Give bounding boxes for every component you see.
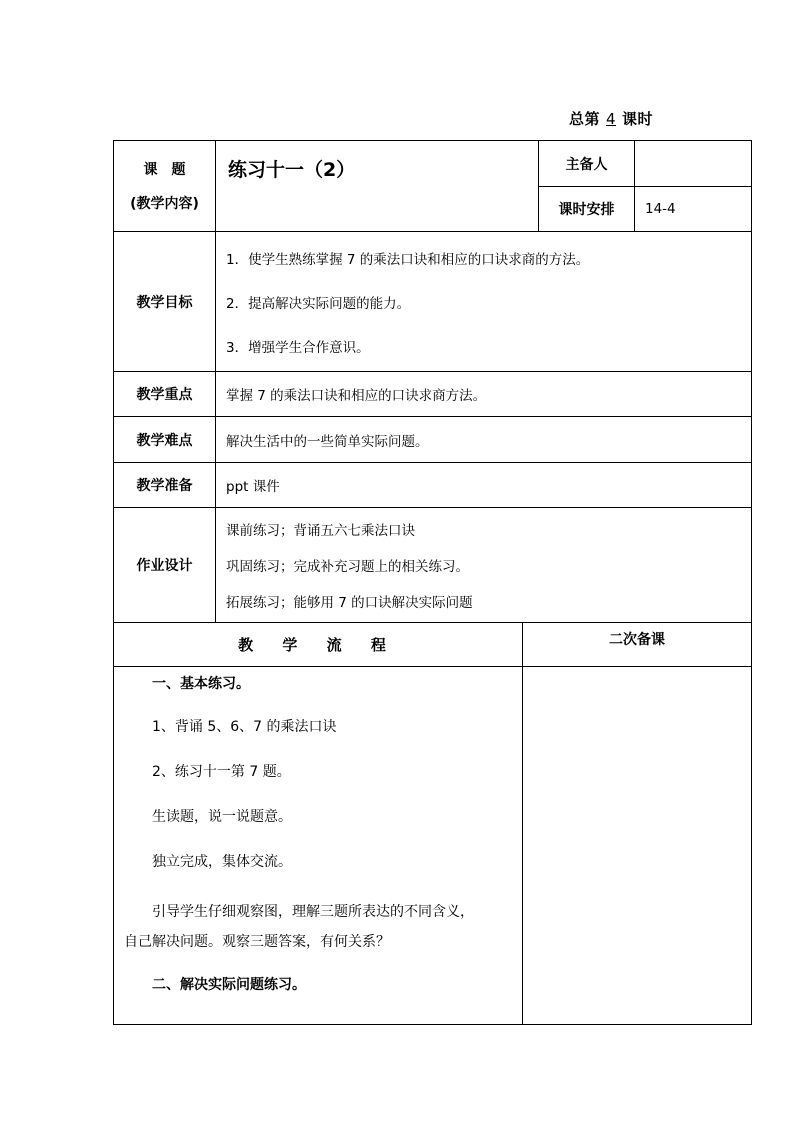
key-point-value: 掌握 7 的乘法口诀和相应的口诀求商方法。 (216, 372, 752, 417)
difficulty-value: 解决生活中的一些简单实际问题。 (216, 417, 752, 463)
flow-heading: 教 学 流 程 (114, 623, 523, 667)
notes-content (523, 667, 752, 1025)
homework-item: 拓展练习；能够用 7 的口诀解决实际问题 (226, 595, 473, 611)
homework-label: 作业设计 (114, 508, 216, 623)
preparation-value: ppt 课件 (216, 463, 752, 508)
flow-content (114, 667, 523, 1025)
goal-item: 3．增强学生合作意识。 (226, 339, 370, 356)
preparer-label: 主备人 (539, 141, 635, 187)
flow-line: 1、背诵 5、6、7 的乘法口诀 (152, 719, 337, 735)
goals-label: 教学目标 (114, 232, 216, 372)
homework-item: 巩固练习；完成补充习题上的相关练习。 (226, 559, 469, 575)
flow-paragraph (114, 897, 522, 957)
teaching-flow-table (113, 622, 752, 1025)
lesson-period (569, 108, 653, 129)
goals-cell (216, 232, 752, 372)
period-number: 4 (605, 110, 617, 128)
flow-line: 2、练习十一第 7 题。 (152, 764, 291, 780)
topic-value: 练习十一（2） (216, 141, 539, 232)
homework-item: 课前练习；背诵五六七乘法口诀 (226, 523, 415, 539)
period-prefix: 总第 (569, 110, 601, 128)
flow-paragraph-line: 引导学生仔细观察图，理解三题所表达的不同含义， (152, 904, 474, 920)
flow-paragraph-line: 自己解决问题。观察三题答案，有何关系？ (124, 934, 390, 950)
preparer-value (635, 141, 752, 187)
flow-line: 生读题，说一说题意。 (152, 809, 292, 825)
homework-cell (216, 508, 752, 623)
flow-line: 独立完成，集体交流。 (152, 854, 292, 870)
section-heading: 一、基本练习。 (152, 676, 250, 692)
notes-heading: 二次备课 (523, 623, 752, 667)
goal-item: 2．提高解决实际问题的能力。 (226, 295, 411, 312)
lesson-info-table (113, 140, 752, 623)
key-point-label: 教学重点 (114, 372, 216, 417)
schedule-label: 课时安排 (539, 187, 635, 232)
section-heading: 二、解决实际问题练习。 (152, 977, 306, 993)
topic-sub-label: (教学内容) (130, 196, 199, 212)
topic-label: 课 题 (143, 162, 186, 178)
schedule-value: 14-4 (635, 187, 752, 232)
preparation-label: 教学准备 (114, 463, 216, 508)
period-suffix: 课时 (622, 110, 654, 128)
topic-label-cell (114, 141, 216, 232)
goal-item: 1．使学生熟练掌握 7 的乘法口诀和相应的口诀求商的方法。 (226, 251, 590, 268)
difficulty-label: 教学难点 (114, 417, 216, 463)
